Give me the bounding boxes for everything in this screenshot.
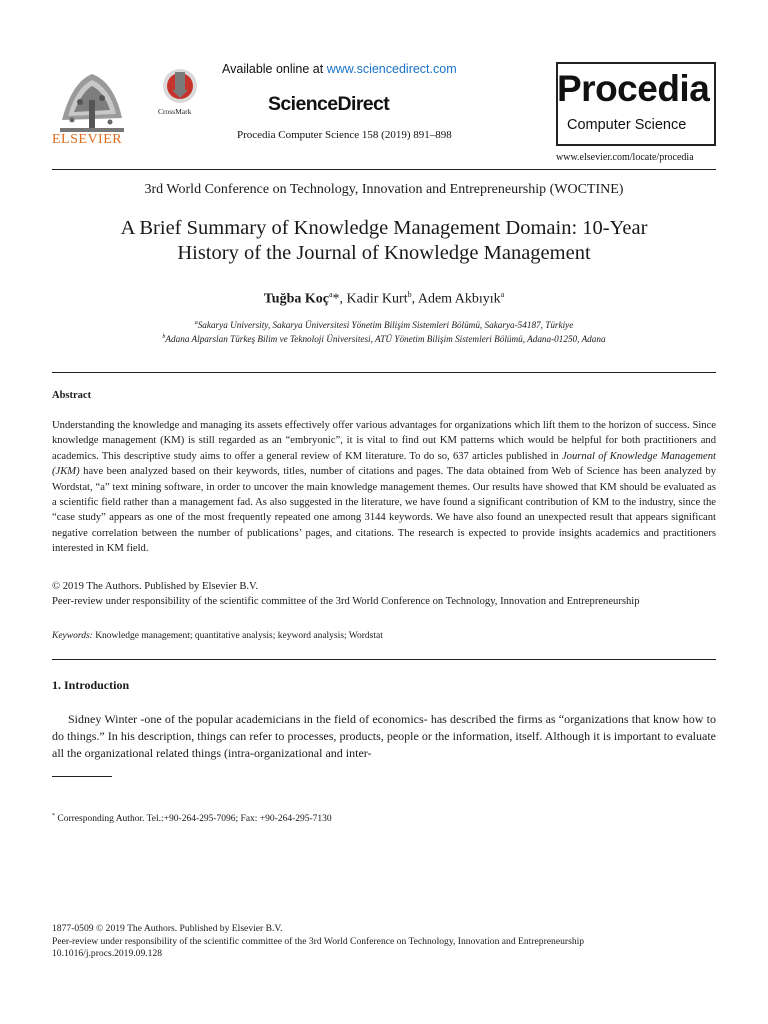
affiliation-a (0, 320, 768, 330)
procedia-subtitle: Computer Science (567, 117, 687, 133)
abstract-bottom-rule (52, 659, 716, 660)
page-footer (52, 923, 584, 961)
crossmark-label: CrossMark (158, 107, 192, 116)
abstract-text-part-2: have been analyzed based on their keywords, titles, number of citations and pages. The data obtained from Web of Science has been analyzed by Wordstat, “a” text mining software, in order to uncover the main knowledge management themes. Our results have showed that KM should be evaluated as a scientific field rather than a management fad. As also suggested in the literature, we have found a significant contribution of KM to the industry, since the “case study” appears as one of the most frequently repeated one among 3144 keywords. We have also found an unexpected result that appears significant negative correlation between the number of publications’ pages, and citations. The research is expected to provide insights academics and practitioners interested in KM field. (52, 466, 716, 555)
introduction-heading: 1. Introduction (52, 678, 130, 692)
sciencedirect-link[interactable]: www.sciencedirect.com (326, 62, 457, 76)
footer-peer-review-line: Peer-review under responsibility of the scientific committee of the 3rd World Conference on Technology, Innovation and Entrepreneurship (52, 935, 585, 947)
affiliation-marker: a (194, 320, 198, 326)
author-name: Tuğba Koç (263, 291, 329, 307)
keywords-line (52, 631, 383, 641)
footnote-rule (52, 776, 112, 777)
available-online-line (222, 62, 457, 76)
author-name: Kadir Kurt (346, 291, 408, 307)
corresponding-author-footnote (52, 813, 332, 824)
abstract-body (52, 418, 716, 557)
footnote-text: Corresponding Author. Tel.:+90-264-295-7096; Fax: +90-264-295-7130 (55, 814, 332, 825)
author-affiliation-marker: a (328, 290, 333, 299)
footer-doi[interactable]: 10.1016/j.procs.2019.09.128 (52, 948, 163, 959)
peer-review-statement: Peer-review under responsibility of the scientific committee of the 3rd World Conference on Technology, Innovation and Entrepreneurship (52, 596, 640, 607)
introduction-paragraph: Sidney Winter -one of the popular academicians in the field of economics- has described the firms as “organizations that know how to do things.” In his description, things can refer to processes, products, people or the information, itself. Although it is important to evaluate all the organizational related things (intra-organizational and inter- (52, 712, 716, 760)
affiliation-text: Adana Alparslan Türkeş Bilim ve Teknoloji Üniversitesi, ATÜ Yönetim Bilişim Sistemleri Bölümü, Adana-01250, Adana (165, 334, 606, 345)
paper-title (40, 216, 728, 266)
author-name: Adem Akbıyık (417, 291, 501, 307)
affiliation-marker: b (162, 334, 166, 340)
corresponding-marker: * (332, 291, 340, 307)
abstract-text-part-1: Understanding the knowledge and managing its assets effectively offer various advantages for organizations which lift them to the horizon of success. Since knowledge management (KM) is still regarded as an “embryonic”, it is vital to find out KM patterns which would be helpful for both practitioners and academics. This descriptive study aims to offer a general review of KM literature. To do so, 637 articles published in (52, 420, 716, 462)
footer-issn-line: 1877-0509 © 2019 The Authors. Published by Elsevier B.V. (52, 923, 283, 934)
paper-title-line-1: A Brief Summary of Knowledge Management Domain: 10-Year (120, 217, 648, 239)
elsevier-wordmark: ELSEVIER (52, 132, 123, 147)
header-divider (52, 169, 716, 170)
author-affiliation-marker: b (407, 290, 412, 299)
available-prefix: Available online at (222, 62, 327, 76)
footnote-marker: * (52, 813, 55, 819)
conference-name: 3rd World Conference on Technology, Innovation and Entrepreneurship (WOCTINE) (144, 182, 624, 197)
abstract-heading: Abstract (52, 390, 92, 401)
journal-name: Journal of Knowledge Management (JKM) (52, 450, 716, 478)
affiliation-b (0, 334, 768, 344)
elsevier-url[interactable]: www.elsevier.com/locate/procedia (556, 152, 694, 163)
abstract-top-rule (52, 372, 716, 373)
author-list: Tuğba Koç$^a$*, Kadir Kurt$^b$, Adem Akbıyık$^a$ (263, 290, 505, 307)
keywords-text: Knowledge management; quantitative analysis; keyword analysis; Wordstat (92, 631, 383, 641)
copyright-line: © 2019 The Authors. Published by Elsevier B.V. (52, 581, 258, 592)
paper-title-line-2: History of the Journal of Knowledge Management (177, 242, 591, 264)
keywords-label: Keywords: (52, 631, 93, 641)
procedia-title: Procedia (557, 68, 710, 109)
author-affiliation-marker: a (500, 290, 505, 299)
affiliation-text: Sakarya University, Sakarya Üniversitesi Yönetim Bilişim Sistemleri Bölümü, Sakarya-54187, Türkiye (197, 320, 574, 331)
procedia-rule (556, 144, 716, 146)
journal-reference: Procedia Computer Science 158 (2019) 891–898 (237, 129, 452, 141)
sciencedirect-brand: ScienceDirect (268, 93, 390, 115)
